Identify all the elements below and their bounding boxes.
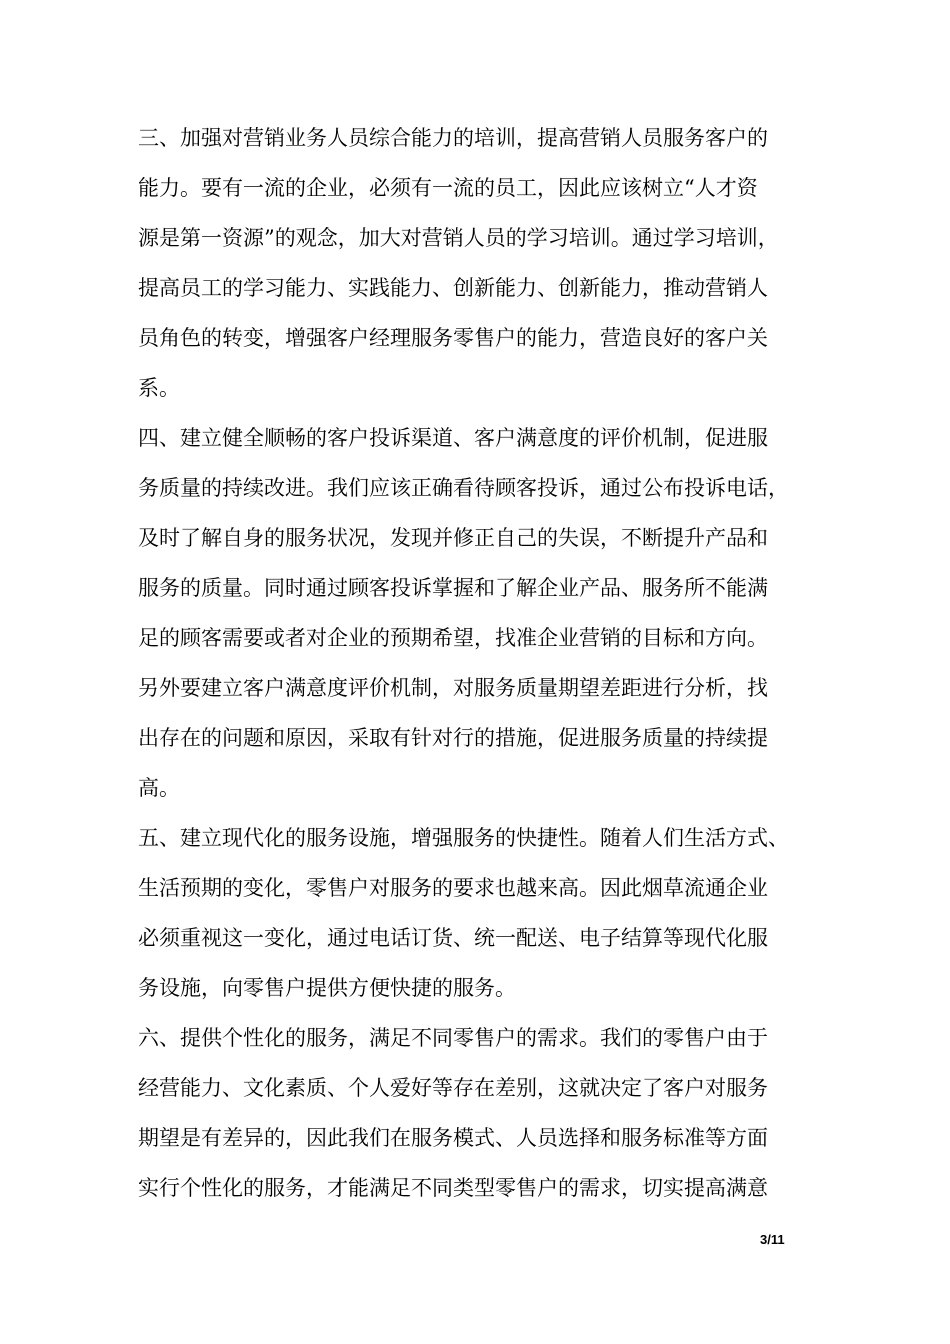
text-line: 提高员工的学习能力、实践能力、创新能力、创新能力，推动营销人: [138, 276, 768, 300]
paragraph-6: [138, 1013, 822, 1213]
text-line: 及时了解自身的服务状况，发现并修正自己的失误，不断提升产品和: [138, 526, 768, 550]
paragraph-5: [138, 813, 822, 1013]
text-line: 务设施，向零售户提供方便快捷的服务。: [138, 976, 516, 1000]
text-line: 必须重视这一变化，通过电话订货、统一配送、电子结算等现代化服: [138, 926, 768, 950]
text-line: 期望是有差异的，因此我们在服务模式、人员选择和服务标准等方面: [138, 1126, 768, 1150]
text-line: 生活预期的变化，零售户对服务的要求也越来高。因此烟草流通企业: [138, 876, 768, 900]
text-line: 能力。要有一流的企业，必须有一流的员工，因此应该树立“人才资: [138, 176, 758, 200]
paragraph-3: [138, 113, 822, 413]
text-line: 高。: [138, 776, 180, 800]
text-line: 服务的质量。同时通过顾客投诉掌握和了解企业产品、服务所不能满: [138, 576, 768, 600]
text-line: 五、建立现代化的服务设施，增强服务的快捷性。随着人们生活方式、: [138, 826, 789, 850]
text-line: 三、加强对营销业务人员综合能力的培训，提高营销人员服务客户的: [138, 126, 768, 150]
document-body: [138, 113, 822, 1213]
text-line: 员角色的转变，增强客户经理服务零售户的能力，营造良好的客户关: [138, 326, 768, 350]
text-line: 实行个性化的服务，才能满足不同类型零售户的需求，切实提高满意: [138, 1176, 768, 1200]
text-line: 足的顾客需要或者对企业的预期希望，找准企业营销的目标和方向。: [138, 626, 768, 650]
text-line: 出存在的问题和原因，采取有针对行的措施，促进服务质量的持续提: [138, 726, 768, 750]
text-line: 经营能力、文化素质、个人爱好等存在差别，这就决定了客户对服务: [138, 1076, 768, 1100]
text-line: 源是第一资源”的观念，加大对营销人员的学习培训。通过学习培训，: [138, 226, 779, 250]
text-line: 务质量的持续改进。我们应该正确看待顾客投诉，通过公布投诉电话，: [138, 476, 789, 500]
text-line: 六、提供个性化的服务，满足不同零售户的需求。我们的零售户由于: [138, 1026, 768, 1050]
text-line: 四、建立健全顺畅的客户投诉渠道、客户满意度的评价机制，促进服: [138, 426, 768, 450]
text-line: 另外要建立客户满意度评价机制，对服务质量期望差距进行分析，找: [138, 676, 768, 700]
text-line: 系。: [138, 376, 180, 400]
paragraph-4: [138, 413, 822, 813]
page-number: 3/11: [760, 1232, 785, 1247]
